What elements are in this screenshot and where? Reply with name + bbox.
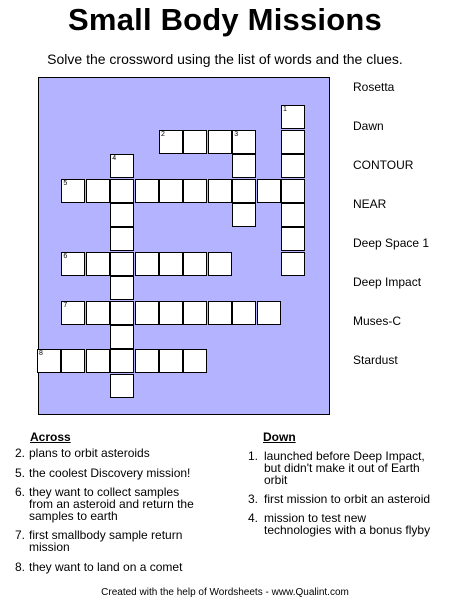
crossword-cell[interactable] — [281, 203, 305, 227]
clue-number: 6 — [63, 252, 68, 260]
crossword-cell[interactable] — [159, 179, 183, 203]
clue-number: 2 — [161, 130, 165, 138]
crossword-cell[interactable] — [135, 301, 159, 325]
crossword-cell[interactable] — [135, 179, 159, 203]
clue-text: first smallbody sample return mission — [29, 528, 183, 554]
clue-number-label: 1. — [248, 449, 259, 463]
crossword-cell[interactable] — [281, 227, 305, 251]
crossword-cell[interactable] — [208, 179, 232, 203]
across-heading: Across — [30, 430, 71, 444]
word-bank-item: Rosetta — [353, 80, 395, 94]
crossword-cell[interactable] — [232, 203, 256, 227]
crossword-cell[interactable] — [159, 301, 183, 325]
crossword-cell[interactable] — [257, 301, 281, 325]
word-bank-item: Deep Space 1 — [353, 236, 430, 250]
footer-credit: Created with the help of Wordsheets - www.Qualint.com — [101, 587, 349, 598]
crossword-cell[interactable] — [257, 179, 281, 203]
clue-text: launched before Deep Impact, but didn't make it out of Earth orbit — [264, 449, 425, 487]
crossword-cell[interactable] — [110, 374, 134, 398]
crossword-cell-numbered[interactable] — [281, 105, 305, 129]
clue-text: mission to test new technologies with a bonus flyby — [264, 511, 431, 537]
crossword-cell[interactable] — [110, 276, 134, 300]
clue-number-label: 7. — [15, 528, 26, 542]
crossword-cell[interactable] — [135, 252, 159, 276]
crossword-cell-numbered[interactable] — [110, 154, 134, 178]
crossword-cell[interactable] — [159, 349, 183, 373]
crossword-cell[interactable] — [86, 179, 110, 203]
word-bank-item: Stardust — [353, 353, 398, 367]
clue-text: first mission to orbit an asteroid — [264, 492, 431, 506]
crossword-grid — [38, 77, 330, 415]
crossword-cell[interactable] — [208, 252, 232, 276]
clue-number: 5 — [63, 179, 68, 187]
crossword-cell[interactable] — [281, 154, 305, 178]
clue-number-label: 3. — [248, 492, 259, 506]
crossword-cell[interactable] — [183, 252, 207, 276]
clue-text: the coolest Discovery mission! — [29, 466, 191, 480]
clue-number-label: 6. — [15, 485, 26, 499]
clue-number: 8 — [39, 350, 43, 358]
clue-number: 4 — [112, 155, 117, 163]
clue-number-label: 4. — [248, 511, 259, 525]
word-bank-item: Dawn — [353, 119, 384, 133]
word-bank-item: Muses-C — [353, 314, 402, 328]
clue-number-label: 8. — [15, 560, 26, 574]
crossword-cell[interactable] — [232, 154, 256, 178]
clue-text: they want to collect samples from an asteroid and return the samples to earth — [29, 485, 194, 523]
crossword-cell[interactable] — [135, 349, 159, 373]
crossword-cell[interactable] — [183, 130, 207, 154]
down-heading: Down — [263, 430, 296, 444]
crossword-cell[interactable] — [86, 301, 110, 325]
crossword-cell[interactable] — [159, 252, 183, 276]
crossword-cell[interactable] — [208, 301, 232, 325]
crossword-cell-numbered[interactable] — [61, 252, 85, 276]
crossword-cell[interactable] — [183, 179, 207, 203]
crossword-cell-numbered[interactable] — [232, 130, 256, 154]
crossword-cell[interactable] — [281, 179, 305, 203]
crossword-cell[interactable] — [110, 252, 134, 276]
crossword-cell[interactable] — [281, 130, 305, 154]
crossword-cell-numbered[interactable] — [61, 179, 85, 203]
clue-number-label: 2. — [15, 446, 26, 460]
instructions: Solve the crossword using the list of words and the clues. — [47, 51, 403, 67]
crossword-cell-numbered[interactable] — [37, 349, 61, 373]
crossword-cell[interactable] — [110, 203, 134, 227]
crossword-cell[interactable] — [86, 349, 110, 373]
crossword-cell[interactable] — [110, 301, 134, 325]
crossword-cell[interactable] — [86, 252, 110, 276]
clue-number-label: 5. — [15, 466, 26, 480]
crossword-cell[interactable] — [110, 325, 134, 349]
crossword-cell[interactable] — [183, 301, 207, 325]
crossword-cell[interactable] — [61, 349, 85, 373]
crossword-cell[interactable] — [110, 349, 134, 373]
clue-text: plans to orbit asteroids — [29, 446, 150, 460]
crossword-cell-numbered[interactable] — [61, 301, 85, 325]
clue-text: they want to land on a comet — [29, 560, 183, 574]
crossword-cell[interactable] — [232, 301, 256, 325]
crossword-cell[interactable] — [110, 227, 134, 251]
clue-number: 1 — [283, 106, 287, 114]
word-bank-item: CONTOUR — [353, 158, 414, 172]
word-bank-item: NEAR — [353, 197, 387, 211]
crossword-cell[interactable] — [183, 349, 207, 373]
page-title: Small Body Missions — [68, 2, 382, 37]
word-bank-item: Deep Impact — [353, 275, 422, 289]
crossword-cell[interactable] — [232, 179, 256, 203]
crossword-cell[interactable] — [110, 179, 134, 203]
crossword-cell-numbered[interactable] — [159, 130, 183, 154]
clue-number: 3 — [234, 130, 239, 138]
clue-number: 7 — [63, 301, 68, 309]
crossword-cell[interactable] — [281, 252, 305, 276]
crossword-cell[interactable] — [208, 130, 232, 154]
